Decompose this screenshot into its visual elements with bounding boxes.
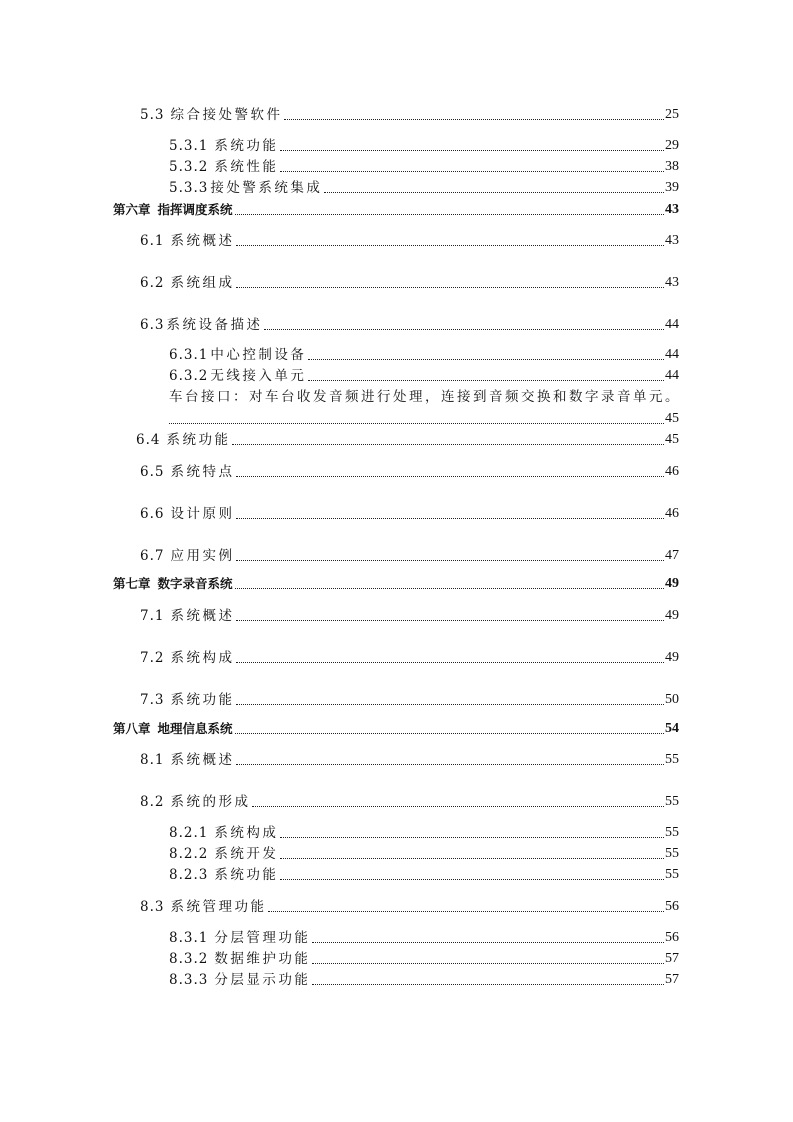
toc-entry-number: 5.3.3 [169, 180, 209, 196]
dot-leader [268, 898, 664, 916]
dot-leader [308, 346, 664, 364]
toc-entry-8-2-3[interactable] [169, 866, 679, 884]
toc-entry-page: 45 [665, 411, 679, 426]
toc-entry-6-3-2[interactable] [169, 367, 679, 385]
toc-entry-number: 8.3 [140, 899, 165, 915]
toc-entry-page: 44 [665, 347, 679, 362]
toc-entry-title: 设计原则 [170, 506, 235, 522]
toc-entry-number: 6.5 [140, 464, 165, 480]
toc-entry-wrapped-title[interactable]: 车台接口：对车台收发音频进行处理，连接到音频交换和数字录音单元。 [169, 389, 681, 405]
toc-entry-number: 6.2 [140, 275, 165, 291]
dot-leader [235, 201, 664, 219]
toc-entry-page: 55 [665, 794, 679, 809]
toc-entry-title: 系统构成 [214, 825, 279, 841]
toc-entry-page: 39 [665, 180, 679, 195]
toc-entry-title: 系统构成 [170, 650, 235, 666]
toc-entry-number: 8.2.3 [169, 867, 209, 883]
dot-leader [169, 410, 664, 428]
toc-entry-title: 系统管理功能 [170, 899, 267, 915]
toc-entry-page: 49 [665, 650, 679, 665]
toc-chapter-7[interactable] [113, 575, 679, 593]
toc-entry-number: 7.1 [140, 608, 165, 624]
toc-entry-title: 数据维护功能 [214, 951, 311, 967]
toc-entry-title: 系统功能 [166, 432, 231, 448]
dot-leader [236, 751, 664, 769]
toc-entry-page: 47 [665, 548, 679, 563]
toc-entry-number: 8.3.1 [169, 930, 209, 946]
toc-entry-page: 25 [665, 107, 679, 122]
toc-entry-title: 系统的形成 [170, 794, 251, 810]
toc-entry-number: 6.3 [140, 317, 165, 333]
dot-leader [324, 179, 664, 197]
toc-entry-title: 指挥调度系统 [157, 202, 233, 217]
toc-entry-number: 8.2.2 [169, 846, 209, 862]
dot-leader [235, 575, 664, 593]
dot-leader [280, 137, 664, 155]
toc-entry-number: 第六章 [113, 202, 151, 217]
toc-entry-number: 5.3 [140, 107, 165, 123]
toc-entry-page: 57 [665, 972, 679, 987]
dot-leader [236, 274, 664, 292]
toc-entry-title: 系统概述 [170, 608, 235, 624]
toc-entry-page: 55 [665, 846, 679, 861]
toc-entry-number: 8.3.2 [169, 951, 209, 967]
toc-entry-8-1[interactable] [140, 751, 679, 769]
toc-entry-6-5[interactable] [140, 463, 679, 481]
toc-chapter-8[interactable] [113, 720, 679, 738]
toc-entry-number: 6.3.2 [169, 368, 209, 384]
toc-entry-number: 第八章 [113, 721, 151, 736]
toc-entry-title: 系统概述 [170, 233, 235, 249]
dot-leader [280, 845, 664, 863]
toc-entry-title: 中心控制设备 [210, 347, 307, 363]
toc-entry-5-3-3[interactable] [169, 179, 679, 197]
toc-entry-7-3[interactable] [140, 691, 679, 709]
toc-entry-page: 49 [665, 576, 679, 591]
dot-leader [236, 547, 664, 565]
toc-entry-page: 56 [665, 899, 679, 914]
toc-entry-page: 49 [665, 608, 679, 623]
toc-entry-title: 系统开发 [214, 846, 279, 862]
toc-entry-6-1[interactable] [140, 232, 679, 250]
toc-entry-number: 6.4 [136, 432, 161, 448]
toc-entry-number: 6.1 [140, 233, 165, 249]
toc-entry-6-7[interactable] [140, 547, 679, 565]
toc-entry-8-2-2[interactable] [169, 845, 679, 863]
toc-chapter-6[interactable] [113, 201, 679, 219]
dot-leader [284, 106, 664, 124]
toc-entry-page: 44 [665, 317, 679, 332]
toc-entry-8-2[interactable] [140, 793, 679, 811]
toc-entry-title: 地理信息系统 [157, 721, 233, 736]
toc-entry-number: 第七章 [113, 576, 151, 591]
dot-leader [236, 463, 664, 481]
toc-entry-title: 无线接入单元 [210, 368, 307, 384]
toc-entry-8-3-2[interactable] [169, 950, 679, 968]
toc-entry-6-3[interactable] [140, 316, 679, 334]
dot-leader [312, 950, 664, 968]
toc-entry-number: 7.2 [140, 650, 165, 666]
toc-entry-page: 43 [665, 202, 679, 217]
toc-entry-6-4[interactable] [136, 431, 679, 449]
toc-entry-page: 43 [665, 275, 679, 290]
toc-entry-number: 5.3.2 [169, 159, 209, 175]
dot-leader [308, 367, 664, 385]
toc-entry-number: 6.3.1 [169, 347, 209, 363]
toc-entry-6-2[interactable] [140, 274, 679, 292]
toc-entry-page: 56 [665, 930, 679, 945]
toc-entry-number: 5.3.1 [169, 138, 209, 154]
toc-entry-page: 43 [665, 233, 679, 248]
dot-leader [312, 971, 664, 989]
dot-leader [252, 793, 664, 811]
toc-entry-wrapped-continuation[interactable] [169, 410, 679, 428]
dot-leader [236, 649, 664, 667]
toc-entry-7-2[interactable] [140, 649, 679, 667]
dot-leader [236, 607, 664, 625]
toc-entry-title: 系统设备描述 [166, 317, 263, 333]
toc-entry-title: 分层显示功能 [214, 972, 311, 988]
toc-entry-number: 7.3 [140, 692, 165, 708]
toc-entry-page: 29 [665, 138, 679, 153]
toc-entry-title: 系统功能 [214, 138, 279, 154]
toc-entry-number: 8.2 [140, 794, 165, 810]
toc-entry-title: 数字录音系统 [157, 576, 233, 591]
toc-entry-5-3-2[interactable] [169, 158, 679, 176]
toc-entry-page: 55 [665, 867, 679, 882]
toc-entry-page: 45 [665, 432, 679, 447]
toc-entry-5-3-1[interactable] [169, 137, 679, 155]
toc-entry-number: 6.6 [140, 506, 165, 522]
toc-entry-title: 系统特点 [170, 464, 235, 480]
toc-entry-page: 50 [665, 692, 679, 707]
dot-leader [280, 824, 664, 842]
toc-entry-page: 38 [665, 159, 679, 174]
dot-leader [236, 232, 664, 250]
toc-entry-7-1[interactable] [140, 607, 679, 625]
toc-entry-page: 57 [665, 951, 679, 966]
dot-leader [264, 316, 664, 334]
toc-entry-page: 46 [665, 464, 679, 479]
toc-entry-6-6[interactable] [140, 505, 679, 523]
toc-entry-page: 46 [665, 506, 679, 521]
toc-entry-8-3-1[interactable] [169, 929, 679, 947]
toc-entry-title: 系统功能 [214, 867, 279, 883]
dot-leader [236, 691, 664, 709]
toc-entry-page: 55 [665, 825, 679, 840]
toc-entry-number: 8.1 [140, 752, 165, 768]
toc-entry-8-2-1[interactable] [169, 824, 679, 842]
toc-entry-number: 8.2.1 [169, 825, 209, 841]
toc-entry-8-3[interactable] [140, 898, 679, 916]
toc-entry-6-3-1[interactable] [169, 346, 679, 364]
toc-entry-page: 44 [665, 368, 679, 383]
toc-entry-title: 系统概述 [170, 752, 235, 768]
dot-leader [312, 929, 664, 947]
toc-entry-page: 54 [665, 721, 679, 736]
toc-entry-title: 系统功能 [170, 692, 235, 708]
dot-leader [235, 720, 664, 738]
dot-leader [280, 866, 664, 884]
toc-entry-title: 分层管理功能 [214, 930, 311, 946]
toc-entry-title: 应用实例 [170, 548, 235, 564]
toc-entry-number: 8.3.3 [169, 972, 209, 988]
toc-entry-title: 系统组成 [170, 275, 235, 291]
toc-entry-number: 6.7 [140, 548, 165, 564]
toc-entry-8-3-3[interactable] [169, 971, 679, 989]
toc-entry-5-3[interactable] [140, 106, 679, 124]
toc-entry-title: 接处警系统集成 [210, 180, 323, 196]
toc-entry-title: 综合接处警软件 [170, 107, 283, 123]
dot-leader [280, 158, 664, 176]
toc-entry-title: 系统性能 [214, 159, 279, 175]
dot-leader [236, 505, 664, 523]
dot-leader [232, 431, 664, 449]
toc-entry-page: 55 [665, 752, 679, 767]
